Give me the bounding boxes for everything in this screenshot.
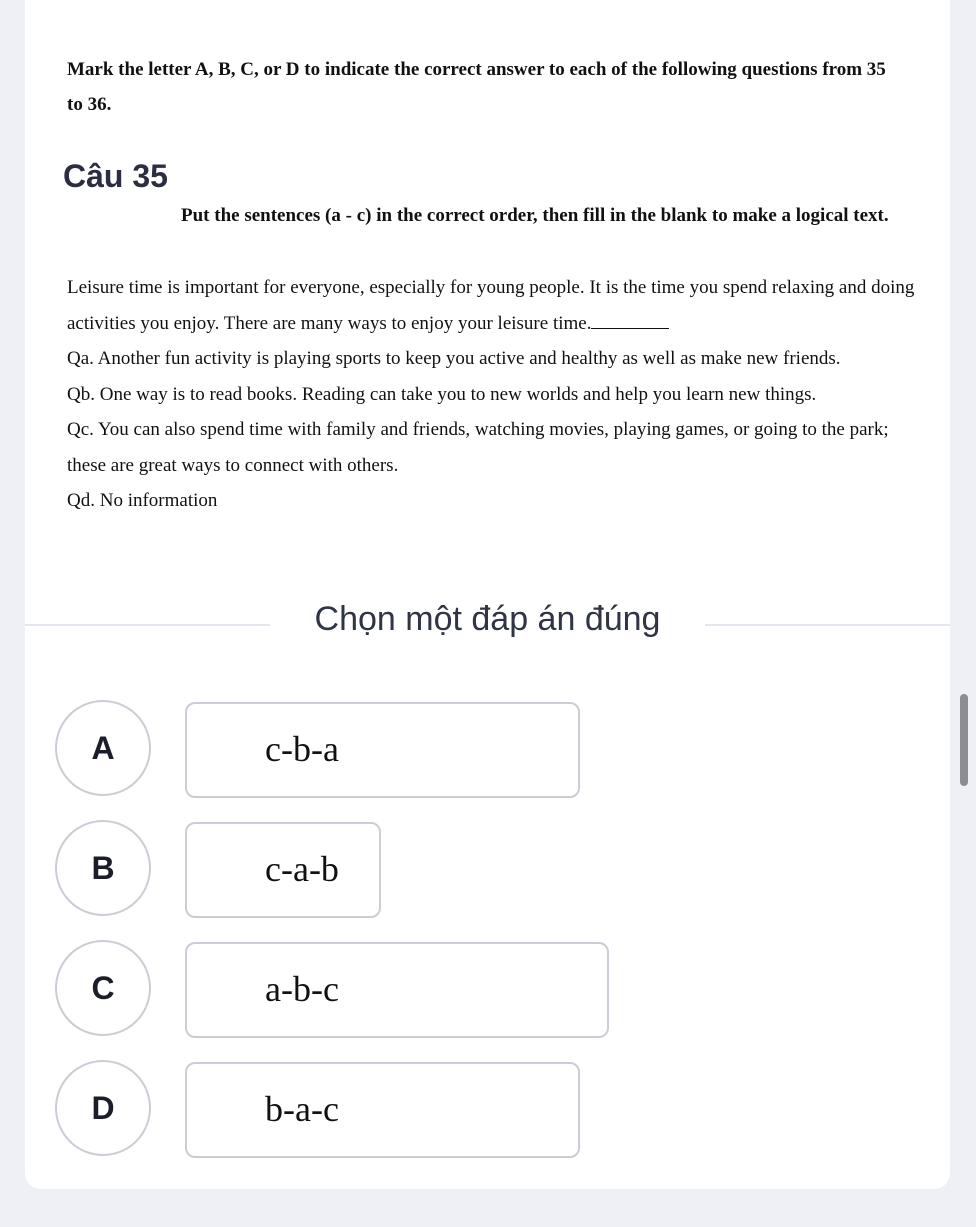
answer-heading: Chọn một đáp án đúng xyxy=(314,600,661,638)
divider-line-right xyxy=(705,624,950,626)
question-title: Câu 35 xyxy=(63,158,168,194)
option-d-answer[interactable] xyxy=(185,1062,580,1158)
option-b-answer[interactable] xyxy=(185,822,381,918)
instruction-text: Mark the letter A, B, C, or D to indicate the correct answer to each of the following questions from 35 to 36. xyxy=(67,59,886,115)
option-a-letter[interactable]: A xyxy=(55,700,151,796)
fill-blank xyxy=(591,310,669,329)
option-a-answer[interactable] xyxy=(185,702,580,798)
option-c-text: a-b-c xyxy=(265,969,339,1009)
answer-divider xyxy=(25,598,950,648)
option-b-text: c-a-b xyxy=(265,849,339,889)
question-prompt: Put the sentences (a - c) in the correct order, then fill in the blank to make a logical text. xyxy=(181,205,889,226)
option-a-text: c-b-a xyxy=(265,729,339,769)
option-d-text: b-a-c xyxy=(265,1089,339,1129)
passage-intro-text: Leisure time is important for everyone, especially for young people. It is the time you spend relaxing and doing activities you enjoy. There are many ways to enjoy your leisure time. xyxy=(67,277,915,334)
passage xyxy=(67,270,917,519)
option-d-letter[interactable]: D xyxy=(55,1060,151,1156)
scrollbar-thumb[interactable] xyxy=(960,694,968,786)
sentence-a: Qa. Another fun activity is playing sports to keep you active and healthy as well as make new friends. xyxy=(67,348,841,369)
option-c-answer[interactable] xyxy=(185,942,609,1038)
passage-intro xyxy=(67,270,917,341)
sentence-b: Qb. One way is to read books. Reading can take you to new worlds and help you learn new things. xyxy=(67,383,817,405)
sentence-d: Qd. No information xyxy=(67,490,218,511)
option-b-letter[interactable]: B xyxy=(55,820,151,916)
sentence-c: Qc. You can also spend time with family and friends, watching movies, playing games, or going to the park; these are great ways to connect with others. xyxy=(67,419,889,476)
question-card xyxy=(25,0,950,1189)
option-c-letter[interactable]: C xyxy=(55,940,151,1036)
